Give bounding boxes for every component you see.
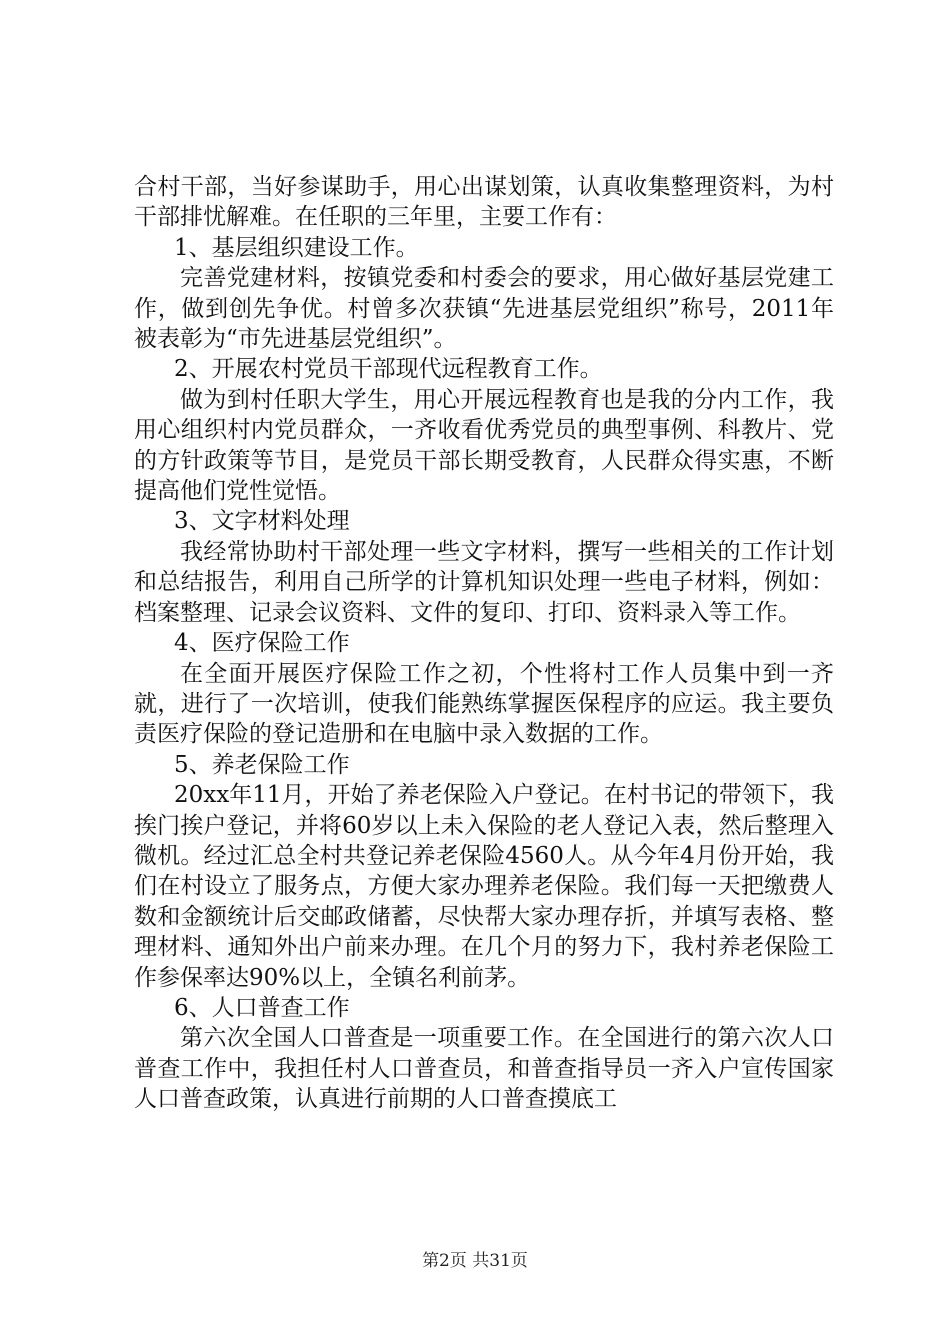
paragraph-party-building: 完善党建材料，按镇党委和村委会的要求，用心做好基层党建工作，做到创先争优。村曾多次获镇“先进基层党组织”称号，2011年被表彰为“市先进基层党组织”。 [134,265,834,353]
paragraph-remote-education: 做为到村任职大学生，用心开展远程教育也是我的分内工作，我用心组织村内党员群众，一齐收看优秀党员的典型事例、科教片、党的方针政策等节目，是党员干部长期受教育，人民群众得实惠，不断提高他们党性觉悟。 [134,386,834,505]
section-heading-4: 4、医疗保险工作 [174,630,350,657]
section-heading-2: 2、开展农村党员干部现代远程教育工作。 [174,356,603,383]
document-body [134,172,834,1115]
paragraph-intro: 合村干部，当好参谋助手，用心出谋划策，认真收集整理资料，为村干部排忧解难。在任职的三年里，主要工作有： [134,174,834,231]
section-heading-1: 1、基层组织建设工作。 [174,234,419,261]
section-heading-6: 6、人口普查工作 [174,994,350,1021]
paragraph-pension-insurance: 20xx年11月，开始了养老保险入户登记。在村书记的带领下，我挨门挨户登记，并将60岁以上未入保险的老人登记入表，然后整理入微机。经过汇总全村共登记养老保险4560人。从今年4月份开始，我们在村设立了服务点，方便大家办理养老保险。我们每一天把缴费人数和金额统计后交邮政储蓄，尽快帮大家办理存折，并填写表格、整理材料、通知外出户前来办理。在几个月的努力下，我村养老保险工作参保率达90%以上，全镇名利前茅。 [134,782,834,991]
section-heading-3: 3、文字材料处理 [174,508,350,535]
paragraph-medical-insurance: 在全面开展医疗保险工作之初，个性将村工作人员集中到一齐就，进行了一次培训，使我们能熟练掌握医保程序的应运。我主要负责医疗保险的登记造册和在电脑中录入数据的工作。 [134,660,834,748]
page-number-footer: 第2页 共31页 [422,1251,528,1271]
paragraph-text-materials: 我经常协助村干部处理一些文字材料，撰写一些相关的工作计划和总结报告，利用自己所学的计算机知识处理一些电子材料，例如：档案整理、记录会议资料、文件的复印、打印、资料录入等工作。 [134,538,834,626]
section-heading-5: 5、养老保险工作 [174,751,350,778]
paragraph-census: 第六次全国人口普查是一项重要工作。在全国进行的第六次人口普查工作中，我担任村人口普查员，和普查指导员一齐入户宣传国家人口普查政策，认真进行前期的人口普查摸底工 [134,1025,834,1113]
